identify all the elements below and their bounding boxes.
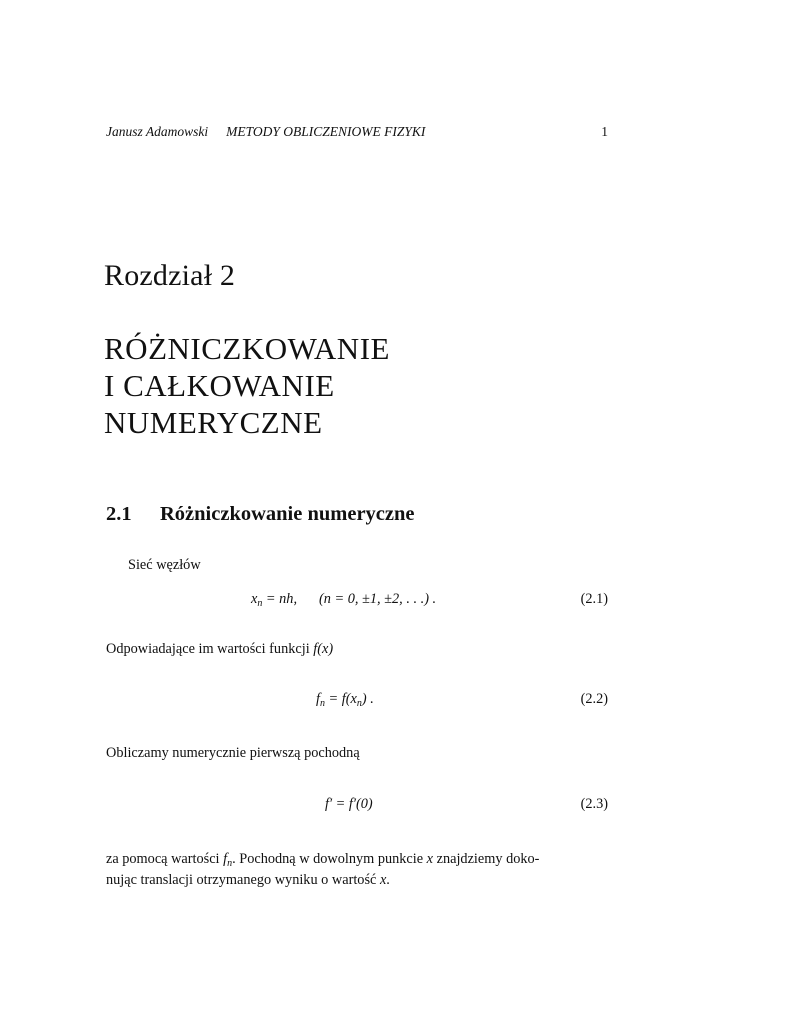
equation-formula: $f_n = f(x_n)$ . [316, 691, 374, 709]
chapter-title-line: RÓŻNICZKOWANIE [104, 331, 390, 366]
running-header [106, 124, 608, 140]
page-number: 1 [601, 124, 608, 139]
chapter-title-line: I CAŁKOWANIE [104, 368, 335, 403]
equation-number: (2.2) [580, 691, 608, 707]
equation-number: (2.1) [580, 591, 608, 607]
equation-formula: f′ = f′(0) [325, 796, 373, 812]
paragraph-4-line-2: nując translacji otrzymanego wyniku o wartość x. [106, 872, 390, 888]
section-title: Różniczkowanie numeryczne [160, 503, 415, 525]
paragraph-4-line-1: za pomocą wartości $f_n$. Pochodną w dowolnym punkcie x znajdziemy doko- [106, 851, 540, 869]
chapter-title-line: NUMERYCZNE [104, 405, 323, 440]
section-number: 2.1 [106, 503, 132, 525]
paragraph-3: Obliczamy numerycznie pierwszą pochodną [106, 745, 360, 761]
equation-2-1 [106, 591, 608, 613]
equation-2-2 [106, 691, 608, 713]
equation-number: (2.3) [580, 796, 608, 812]
equation-2-3 [106, 796, 608, 818]
paragraph-2: Odpowiadające im wartości funkcji f(x) [106, 641, 334, 657]
header-book-title: METODY OBLICZENIOWE FIZYKI [226, 124, 426, 139]
chapter-title [104, 330, 390, 441]
section-heading [106, 501, 415, 527]
chapter-label: Rozdział 2 [104, 259, 236, 292]
header-author: Janusz Adamowski [106, 124, 209, 139]
equation-formula: $x_n$ = nh, (n = 0, ±1, ±2, . . .) . [251, 591, 437, 609]
intro-text: Sieć węzłów [128, 557, 201, 573]
